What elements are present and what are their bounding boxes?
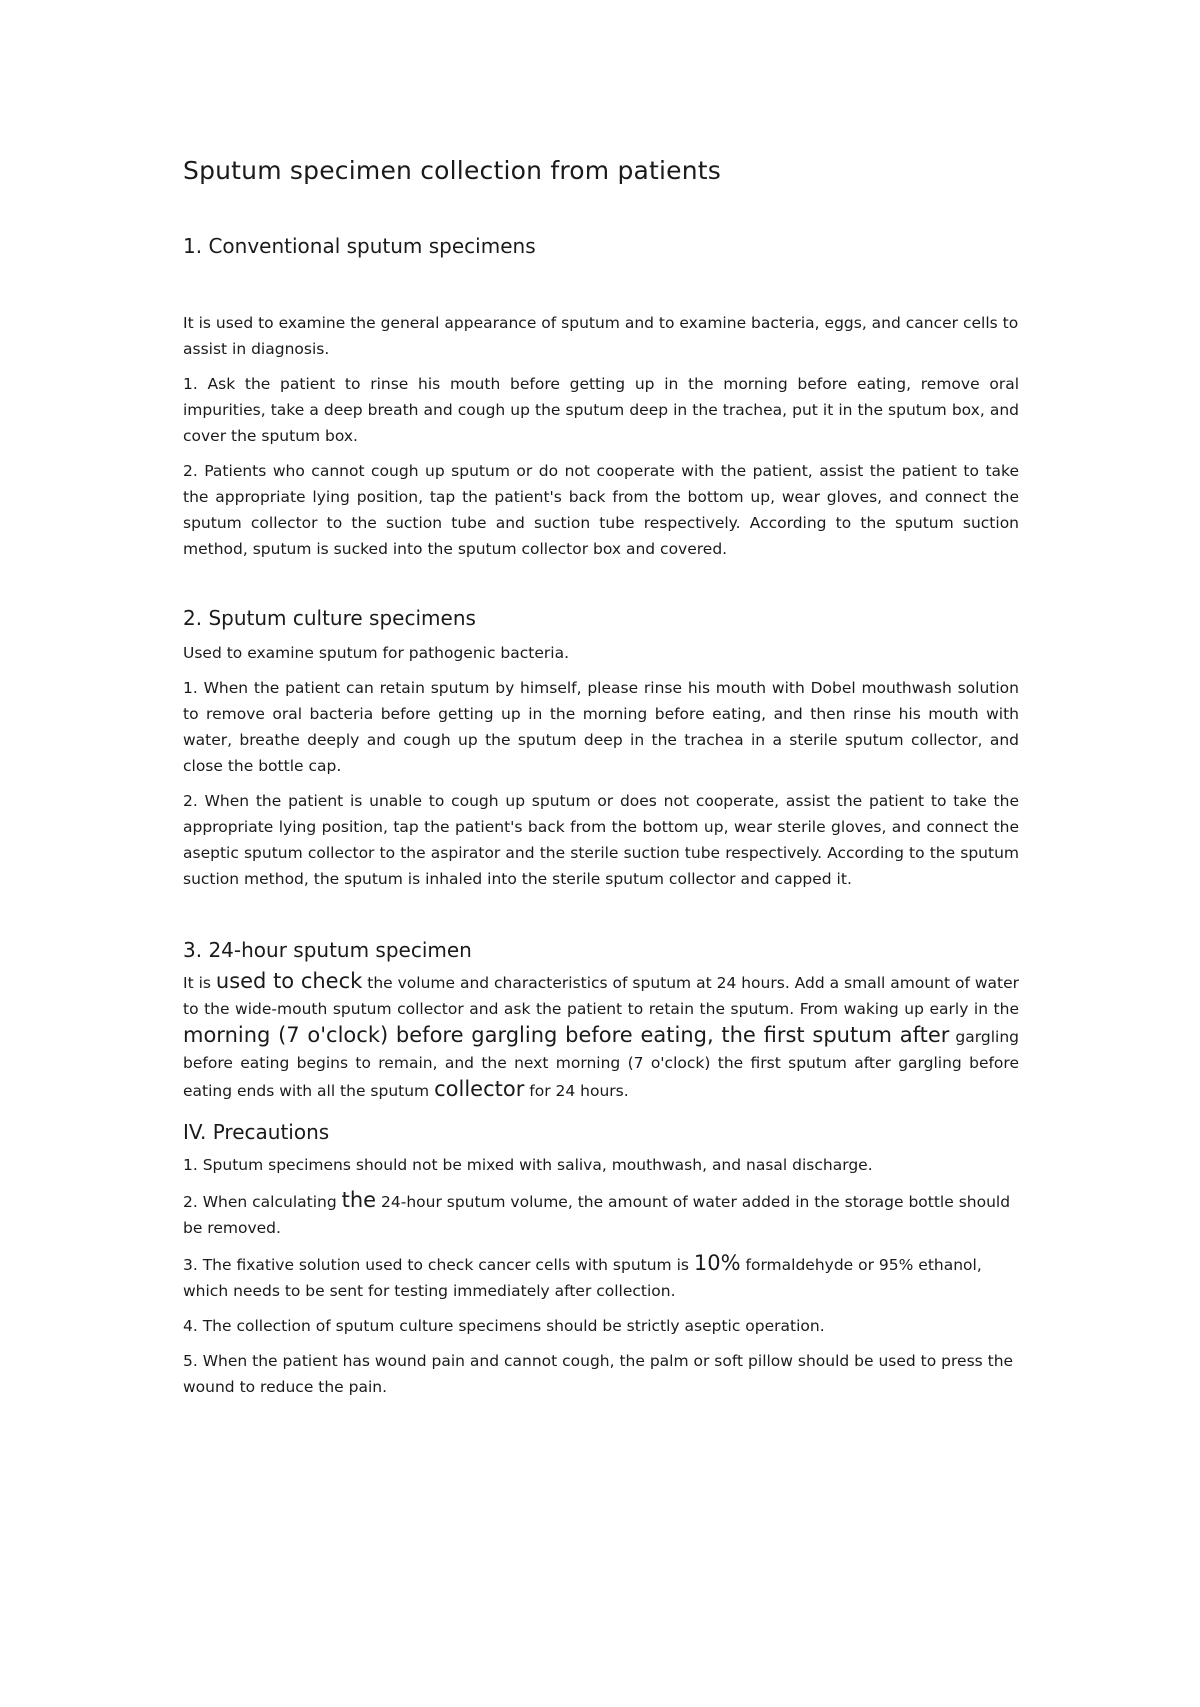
text-run: 3. The fixative solution used to check cancer cells with sputum is: [183, 1256, 694, 1274]
paragraph: 5. When the patient has wound pain and cannot cough, the palm or soft pillow should be used to press the wound to reduce the pain.: [183, 1352, 1014, 1396]
text-run: used to check: [215, 969, 363, 993]
paragraph: [183, 1187, 1019, 1241]
text-run: morning (7 o'clock) before gargling before eating, the first sputum after: [183, 1023, 950, 1047]
paragraph: 4. The collection of sputum culture specimens should be strictly aseptic operation.: [183, 1317, 825, 1335]
paragraph: 2. When the patient is unable to cough up sputum or does not cooperate, assist the patient to take the appropriate lying position, tap the patient's back from the bottom up, wear sterile gloves, and connect the aseptic sputum collector to the aspirator and the sterile suction tube respectively. According to the sputum suction method, the sputum is inhaled into the sterile sputum collector and capped it.: [183, 792, 1019, 888]
text-run: collector: [434, 1077, 525, 1101]
text-run: the volume and characteristics of sputum at 24 hours. Add a small amount of water to the wide-mouth sputum collector and ask the patient to retain the sputum. From waking up early in the: [183, 974, 1020, 1018]
section-precautions: [183, 1118, 1019, 1400]
section-heading: IV. Precautions: [183, 1120, 330, 1144]
section-conventional-body: [183, 310, 1019, 562]
section-heading: 2. Sputum culture specimens: [183, 606, 476, 630]
text-run: for 24 hours.: [524, 1082, 629, 1100]
section-conventional: [183, 232, 1019, 260]
text-run: It is: [183, 974, 216, 992]
paragraph: [183, 968, 1019, 1104]
text-run: the: [341, 1188, 377, 1212]
text-run: 24-hour sputum volume, the amount of water added in the storage bottle should be removed.: [183, 1193, 1011, 1237]
section-heading: 1. Conventional sputum specimens: [183, 234, 536, 258]
section-heading: 3. 24-hour sputum specimen: [183, 938, 472, 962]
paragraph: 2. Patients who cannot cough up sputum or do not cooperate with the patient, assist the patient to take the appropriate lying position, tap the patient's back from the bottom up, wear gloves, and connect the sputum collector to the suction tube and suction tube respectively. According to the sputum suction method, sputum is sucked into the sputum collector box and covered.: [183, 462, 1019, 558]
text-run: 10%: [693, 1251, 741, 1275]
paragraph: 1. When the patient can retain sputum by himself, please rinse his mouth with Dobel mouthwash solution to remove oral bacteria before getting up in the morning before eating, and then rinse his mouth with water, breathe deeply and cough up the sputum deep in the trachea in a sterile sputum collector, and close the bottle cap.: [183, 679, 1019, 775]
section-culture: [183, 604, 1019, 892]
paragraph: It is used to examine the general appearance of sputum and to examine bacteria, eggs, and cancer cells to assist in diagnosis.: [183, 314, 1019, 358]
document-title: Sputum specimen collection from patients: [183, 156, 722, 185]
section-24-hour: [183, 936, 1019, 1104]
text-run: gargling before eating begins to remain, and the next morning (7 o'clock) the first sputum after gargling before eating ends with all the sputum: [183, 1028, 1019, 1100]
paragraph: 1. Sputum specimens should not be mixed with saliva, mouthwash, and nasal discharge.: [183, 1156, 873, 1174]
paragraph: Used to examine sputum for pathogenic bacteria.: [183, 644, 569, 662]
text-run: 2. When calculating: [183, 1193, 342, 1211]
text-run: formaldehyde or 95% ethanol, which needs to be sent for testing immediately after collection.: [183, 1256, 982, 1300]
paragraph: [183, 1250, 1019, 1304]
paragraph: 1. Ask the patient to rinse his mouth before getting up in the morning before eating, remove oral impurities, take a deep breath and cough up the sputum deep in the trachea, put it in the sputum box, and cover the sputum box.: [183, 375, 1019, 445]
